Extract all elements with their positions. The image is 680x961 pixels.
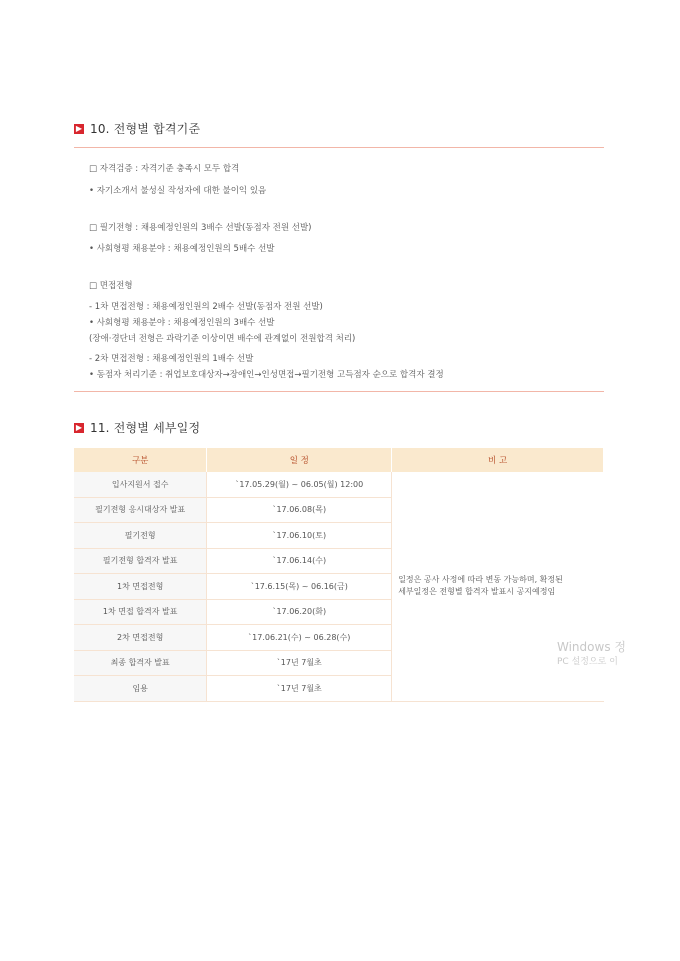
- criteria-line: (장애·경단녀 전형은 과락기준 이상이면 배수에 관계없이 전원합격 처리): [89, 334, 356, 344]
- section-11-title: 11. 전형별 세부일정: [90, 421, 201, 435]
- row-date: `17.6.15(목) ~ 06.16(금): [207, 574, 392, 600]
- row-date: `17.06.14(수): [207, 548, 392, 574]
- row-category: 2차 면접전형: [74, 625, 207, 651]
- criteria-line: • 동점자 처리기준 : 취업보호대상자→장애인→인성면접→필기전형 고득점자 순으로 합격자 결정: [89, 370, 444, 380]
- criteria-line: □ 면접전형: [89, 281, 133, 291]
- criteria-line: • 사회형평 채용분야 : 채용예정인원의 5배수 선발: [89, 244, 275, 254]
- criteria-line: - 2차 면접전형 : 채용예정인원의 1배수 선발: [89, 354, 254, 364]
- row-date: `17.06.20(화): [207, 599, 392, 625]
- row-date: `17.06.10(토): [207, 523, 392, 549]
- row-category: 1차 면접전형: [74, 574, 207, 600]
- header-category: 구분: [74, 448, 207, 472]
- windows-activation-watermark: Windows 정: [557, 640, 626, 654]
- section-10-heading: [74, 120, 200, 137]
- criteria-line: • 사회형평 채용분야 : 채용예정인원의 3배수 선발: [89, 318, 275, 328]
- row-date: `17.06.21(수) ~ 06.28(수): [207, 625, 392, 651]
- table-row: [74, 472, 604, 497]
- header-schedule: 일 정: [207, 448, 392, 472]
- criteria-line: □ 자격검증 : 자격기준 충족시 모두 합격: [89, 164, 240, 174]
- criteria-box: [74, 147, 604, 392]
- section-10-title: 10. 전형별 합격기준: [90, 122, 201, 136]
- table-header-row: [74, 448, 604, 472]
- section-11-heading: [74, 419, 200, 436]
- row-date: `17.05.29(월) ~ 06.05(월) 12:00: [207, 472, 392, 497]
- criteria-line: - 1차 면접전형 : 채용예정인원의 2배수 선발(동점자 전원 선발): [89, 302, 323, 312]
- row-category: 입사지원서 접수: [74, 472, 207, 497]
- row-category: 최종 합격자 발표: [74, 650, 207, 676]
- windows-activation-watermark-sub: PC 설정으로 이: [557, 657, 618, 667]
- arrow-marker-icon: ▶: [75, 422, 83, 432]
- remarks-line-1: 일정은 공사 사정에 따라 변동 가능하며, 확정된: [398, 575, 563, 585]
- criteria-line: • 자기소개서 불성실 작성자에 대한 불이익 있음: [89, 186, 267, 196]
- row-category: 필기전형 합격자 발표: [74, 548, 207, 574]
- row-category: 임용: [74, 676, 207, 702]
- row-date: `17.06.08(목): [207, 497, 392, 523]
- row-date: `17년 7월초: [207, 650, 392, 676]
- criteria-line: □ 필기전형 : 채용예정인원의 3배수 선발(동점자 전원 선발): [89, 223, 312, 233]
- arrow-marker-icon: ▶: [75, 123, 83, 133]
- header-remarks: 비 고: [392, 448, 604, 472]
- row-category: 필기전형: [74, 523, 207, 549]
- remarks-line-2: 세부일정은 전형별 합격자 발표시 공지예정임: [398, 587, 556, 597]
- row-category: 필기전형 응시대상자 발표: [74, 497, 207, 523]
- schedule-table: [74, 448, 604, 702]
- row-date: `17년 7월초: [207, 676, 392, 702]
- row-category: 1차 면접 합격자 발표: [74, 599, 207, 625]
